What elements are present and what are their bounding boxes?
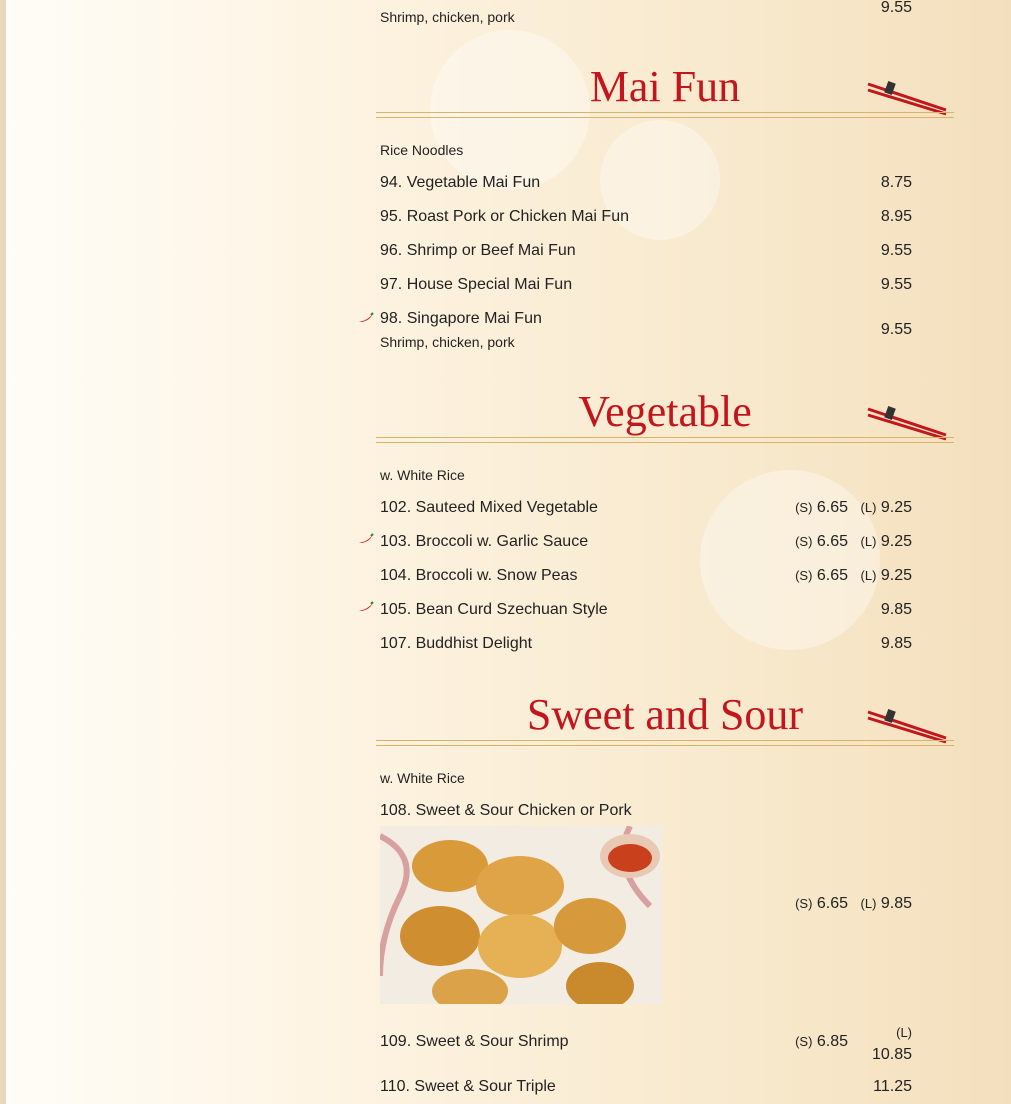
menu-item	[376, 499, 954, 523]
item-name: 96. Shrimp or Beef Mai Fun	[380, 242, 576, 259]
item-name: 94. Vegetable Mai Fun	[380, 174, 541, 191]
large-price	[861, 567, 912, 585]
item-name: 109. Sweet & Sour Shrimp	[380, 1033, 569, 1050]
menu-item	[376, 601, 954, 625]
large-price-value: 9.85	[880, 895, 912, 912]
item-price: 9.55	[880, 276, 912, 293]
large-price-value: 9.25	[880, 499, 912, 516]
section-title-mai-fun: Mai Fun	[589, 62, 741, 111]
large-price	[861, 895, 912, 913]
item-price: 11.25	[873, 1078, 912, 1095]
section-subtitle: Rice Noodles	[380, 142, 464, 158]
menu-item	[376, 635, 954, 659]
small-price	[795, 533, 848, 551]
menu-item	[376, 567, 954, 591]
item-name: 95. Roast Pork or Chicken Mai Fun	[380, 208, 629, 225]
item-name: 98. Singapore Mai Fun	[380, 310, 542, 327]
large-price-value: 10.85	[871, 1046, 912, 1063]
item-price: 9.55	[880, 242, 912, 259]
size-large-label: (L)	[860, 500, 877, 515]
size-small-label: (S)	[795, 500, 813, 515]
menu-item	[376, 276, 954, 300]
item-description: Shrimp, chicken, pork	[380, 9, 515, 25]
small-price-value: 6.65	[816, 567, 848, 584]
menu-item	[376, 310, 954, 354]
chili-pepper-icon	[356, 312, 374, 324]
small-price-value: 6.65	[816, 895, 848, 912]
size-large-label: (L)	[860, 896, 877, 911]
item-name: 105. Bean Curd Szechuan Style	[380, 601, 608, 618]
menu-item	[376, 242, 954, 266]
small-price-value: 6.65	[816, 533, 848, 550]
menu-item	[376, 1022, 954, 1072]
chili-pepper-icon	[356, 533, 374, 545]
small-price-value: 6.65	[816, 499, 848, 516]
section-divider	[376, 437, 954, 443]
item-name: 108. Sweet & Sour Chicken or Pork	[380, 802, 632, 819]
item-name: 103. Broccoli w. Garlic Sauce	[380, 533, 589, 550]
item-description: Shrimp, chicken, pork	[380, 334, 515, 350]
item-name: 110. Sweet & Sour Triple	[380, 1078, 556, 1095]
menu-item	[376, 174, 954, 198]
section-subtitle: w. White Rice	[380, 467, 465, 483]
small-price	[795, 895, 848, 913]
small-price	[795, 567, 848, 585]
page-left-border	[0, 0, 6, 1104]
large-price	[861, 499, 912, 517]
item-name: 97. House Special Mai Fun	[380, 276, 573, 293]
section-title-vegetable: Vegetable	[578, 387, 752, 436]
menu-item-price-row	[376, 895, 954, 919]
size-small-label: (S)	[795, 896, 813, 911]
menu-item	[376, 802, 954, 826]
section-divider	[376, 112, 954, 118]
item-price: 9.85	[880, 635, 912, 652]
item-name: 104. Broccoli w. Snow Peas	[380, 567, 578, 584]
large-price	[861, 533, 912, 551]
size-large-label: (L)	[860, 534, 877, 549]
size-small-label: (S)	[795, 1034, 813, 1049]
size-small-label: (S)	[795, 534, 813, 549]
size-large-label: (L)	[860, 568, 877, 583]
item-price: 8.95	[880, 208, 912, 225]
section-title-sweet-and-sour: Sweet and Sour	[526, 690, 804, 739]
size-large-label: (L)	[896, 1025, 912, 1040]
item-name: 102. Sauteed Mixed Vegetable	[380, 499, 598, 516]
item-price: 9.85	[880, 601, 912, 618]
large-price-value: 9.25	[880, 533, 912, 550]
small-price	[795, 1033, 848, 1051]
chili-pepper-icon	[356, 601, 374, 613]
item-name: 107. Buddhist Delight	[380, 635, 533, 652]
small-price-value: 6.85	[816, 1033, 848, 1050]
menu-item	[376, 533, 954, 557]
large-price	[872, 1022, 912, 1066]
small-price	[795, 499, 848, 517]
item-price: 9.55	[880, 0, 912, 16]
section-subtitle: w. White Rice	[380, 770, 465, 786]
item-price: 8.75	[880, 174, 912, 191]
large-price-value: 9.25	[880, 567, 912, 584]
menu-item	[376, 1078, 954, 1102]
menu-item-partial	[376, 0, 954, 30]
section-divider	[376, 740, 954, 746]
item-price: 9.55	[880, 321, 912, 338]
menu-item	[376, 208, 954, 232]
size-small-label: (S)	[795, 568, 813, 583]
